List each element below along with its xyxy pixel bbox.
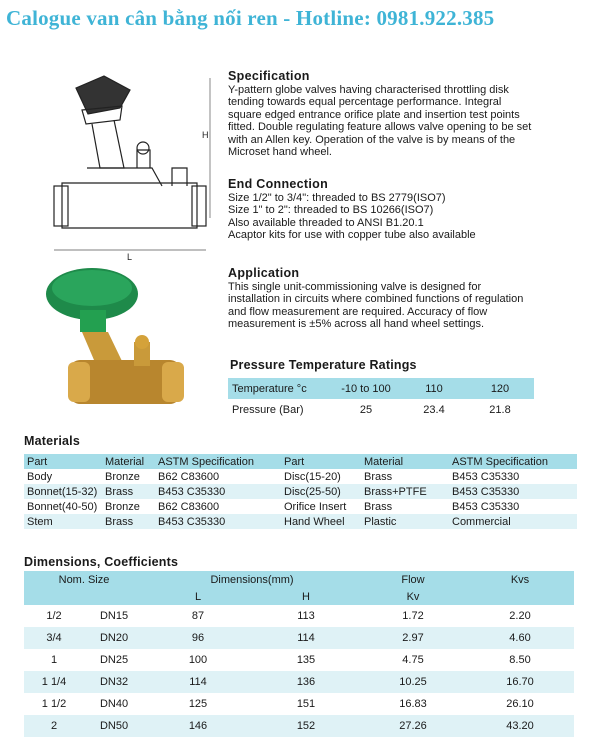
valve-photo <box>30 262 200 422</box>
table-header-cell: Part <box>284 455 305 468</box>
table-cell: 87 <box>191 610 205 622</box>
table-cell: 1/2 <box>46 610 62 622</box>
specification-line: square edged entrance orifice plate and insertion test points <box>228 108 520 121</box>
table-cell: 4.60 <box>509 632 531 644</box>
end-connection-line: Size 1/2" to 3/4": threaded to BS 2779(ISO7) <box>228 191 446 204</box>
table-header-cell: Nom. Size <box>58 573 110 586</box>
table-cell: 2.97 <box>402 632 424 644</box>
table-cell: Hand Wheel <box>284 515 345 528</box>
application-line: and flow measurement are required. Accuracy of flow <box>228 305 488 318</box>
table-row <box>24 571 574 588</box>
table-cell: 114 <box>297 632 315 644</box>
table-cell: Brass+PTFE <box>364 485 427 498</box>
end-connection-line: Also available threaded to ANSI B1.20.1 <box>228 216 424 229</box>
table-cell: DN50 <box>99 720 129 732</box>
table-header-cell: ASTM Specification <box>158 455 254 468</box>
table-cell: 1.72 <box>402 610 424 622</box>
dim-l-label: L <box>127 252 133 262</box>
application-heading: Application <box>228 266 300 280</box>
application-line: This single unit-commissioning valve is designed for <box>228 280 482 293</box>
end-connection-line: Size 1" to 2": threaded to BS 10266(ISO7) <box>228 204 434 216</box>
table-row <box>24 671 574 693</box>
application-line: measurement is ±5% across all hand wheel settings. <box>228 318 485 330</box>
table-row <box>24 484 577 499</box>
end-connection-section <box>228 178 583 242</box>
table-cell: DN32 <box>99 676 129 688</box>
table-header-cell: H <box>302 590 310 603</box>
table-cell: DN40 <box>99 698 129 710</box>
table-row <box>24 693 574 715</box>
table-cell: Brass <box>364 470 393 483</box>
table-row <box>228 399 534 420</box>
table-cell: 110 <box>425 382 443 395</box>
table-cell: Brass <box>364 500 393 513</box>
table-cell: 1 1/2 <box>41 698 67 710</box>
table-row <box>24 499 577 514</box>
table-cell: 1 <box>50 654 58 666</box>
specification-line: fitted. Double regulating feature allows valve opening to be set <box>228 121 532 133</box>
specification-line: tending towards equal percentage performance. Integral <box>228 96 502 108</box>
table-cell: 135 <box>296 654 316 666</box>
table-cell: 10.25 <box>399 676 427 688</box>
pressure-temperature-heading: Pressure Temperature Ratings <box>230 358 417 372</box>
table-row <box>24 649 574 671</box>
table-row <box>228 378 534 399</box>
table-cell: 100 <box>188 654 208 666</box>
table-cell: Disc(25-50) <box>284 485 341 498</box>
table-cell: B62 C83600 <box>158 500 220 513</box>
table-header-cell: Kvs <box>510 573 530 586</box>
table-cell: 26.10 <box>506 698 534 710</box>
table-cell: 136 <box>296 676 316 688</box>
specification-line: with an Allen key. Operation of the valve is by means of the <box>228 133 516 146</box>
table-header-cell: Dimensions(mm) <box>210 573 294 586</box>
specification-line: Microset hand wheel. <box>228 146 332 158</box>
table-row <box>24 469 577 484</box>
table-cell: 146 <box>188 720 208 732</box>
table-cell: B62 C83600 <box>158 470 220 483</box>
end-connection-line: Acaptor kits for use with copper tube also available <box>228 229 476 241</box>
table-cell: 4.75 <box>402 654 424 666</box>
table-cell: Bronze <box>105 500 140 513</box>
table-cell: 1 1/4 <box>41 676 67 688</box>
table-cell: Body <box>27 470 53 483</box>
table-cell: Commercial <box>452 515 511 528</box>
table-cell: Brass <box>105 515 134 528</box>
table-cell: B453 C35330 <box>452 470 520 483</box>
table-row <box>24 454 577 469</box>
application-section <box>228 267 583 331</box>
table-cell: 114 <box>189 676 207 688</box>
dim-h-label: H <box>202 130 209 140</box>
table-row <box>24 588 574 605</box>
table-cell: 125 <box>188 698 208 710</box>
table-cell: 16.83 <box>399 698 427 710</box>
table-header-cell: Kv <box>406 590 420 603</box>
table-header-cell: L <box>194 590 202 603</box>
specification-heading: Specification <box>228 69 310 83</box>
table-cell: Bronze <box>105 470 140 483</box>
table-cell: Temperature °c <box>232 382 307 395</box>
table-header-cell: Material <box>105 455 145 468</box>
table-cell: 3/4 <box>46 632 62 644</box>
table-cell: 2 <box>50 720 58 732</box>
table-cell: 16.70 <box>506 676 534 688</box>
table-cell: B453 C35330 <box>452 485 520 498</box>
table-cell: 120 <box>490 382 510 395</box>
table-cell: Plastic <box>364 515 397 528</box>
table-cell: 151 <box>296 698 316 710</box>
dimensions-heading: Dimensions, Coefficients <box>24 555 179 569</box>
table-row <box>24 627 574 649</box>
materials-table <box>24 454 577 529</box>
table-cell: 25 <box>359 403 373 416</box>
table-cell: B453 C35330 <box>158 515 226 528</box>
table-row <box>24 605 574 627</box>
table-cell: 152 <box>296 720 316 732</box>
table-cell: B453 C35330 <box>158 485 226 498</box>
specification-line: Y-pattern globe valves having characterised throttling disk <box>228 83 509 96</box>
table-cell: Disc(15-20) <box>284 470 341 483</box>
table-row <box>24 514 577 529</box>
table-cell: Pressure (Bar) <box>232 403 304 416</box>
end-connection-heading: End Connection <box>228 177 329 191</box>
table-cell: 113 <box>297 610 315 622</box>
table-cell: Bonnet(40-50) <box>27 500 98 513</box>
table-cell: 43.20 <box>506 720 534 732</box>
table-cell: -10 to 100 <box>341 382 391 395</box>
application-line: installation in circuits where combined functions of regulation <box>228 293 524 305</box>
dimensions-table <box>24 571 574 737</box>
table-cell: DN15 <box>99 610 129 622</box>
materials-heading: Materials <box>24 434 80 448</box>
table-cell: Bonnet(15-32) <box>27 485 98 498</box>
pressure-temperature-table <box>228 378 534 420</box>
table-header-cell: Flow <box>401 573 425 586</box>
table-cell: Brass <box>105 485 134 498</box>
table-cell: 96 <box>191 632 205 644</box>
page-title: Calogue van cân bằng nối ren - Hotline: 0981.922.385 <box>6 6 495 30</box>
table-cell: Orifice Insert <box>284 500 347 513</box>
specification-section <box>228 70 583 159</box>
table-cell: DN20 <box>99 632 129 644</box>
table-cell: DN25 <box>99 654 129 666</box>
valve-drawing <box>42 68 217 263</box>
table-header-cell: ASTM Specification <box>452 455 548 468</box>
table-cell: B453 C35330 <box>452 500 520 513</box>
table-cell: 27.26 <box>399 720 427 732</box>
table-header-cell: Material <box>364 455 404 468</box>
table-cell: Stem <box>27 515 53 528</box>
table-cell: 2.20 <box>509 610 531 622</box>
table-cell: 23.4 <box>423 403 445 416</box>
table-cell: 21.8 <box>489 403 511 416</box>
table-header-cell: Part <box>27 455 48 468</box>
table-cell: 8.50 <box>509 654 531 666</box>
table-row <box>24 715 574 737</box>
